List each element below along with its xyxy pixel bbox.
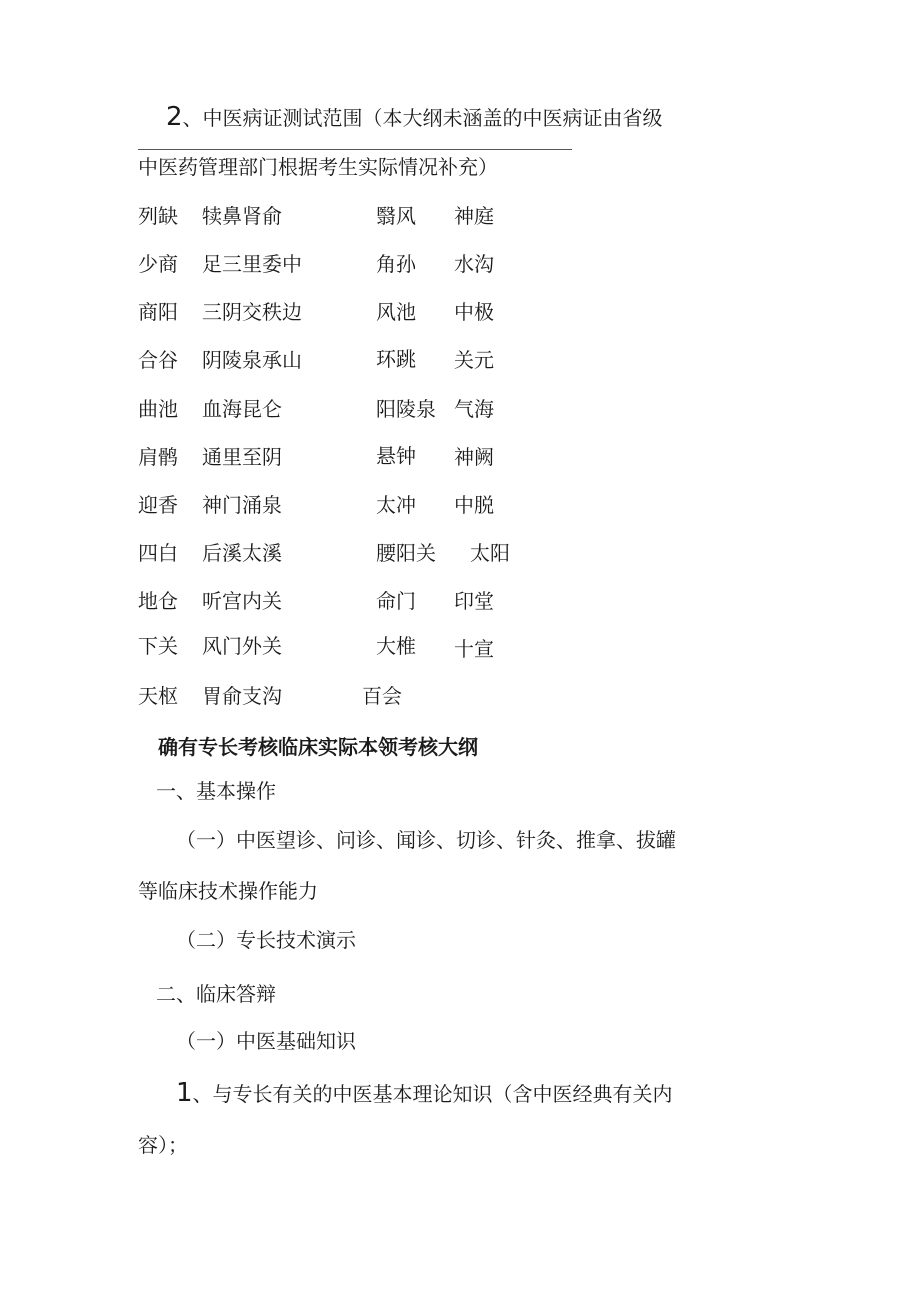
acupoint: 环跳 [376, 347, 416, 371]
acupoint: 风池 [376, 300, 416, 324]
acupoint: 中脱 [454, 493, 494, 517]
acupoint: 阳陵泉 [376, 397, 436, 421]
section-basic-operation: 一、基本操作 [156, 779, 276, 803]
acupoint: 地仓 [138, 589, 178, 613]
acupoint: 命门 [376, 589, 416, 613]
acupoint: 听宫内关 [202, 589, 282, 613]
acupoint: 血海昆仑 [202, 397, 282, 421]
item-clinical-skills: （一）中医望诊、问诊、闻诊、切诊、针灸、推拿、拔罐 [176, 828, 676, 852]
acupoint: 阴陵泉承山 [202, 348, 302, 372]
acupoint: 角孙 [376, 252, 416, 276]
acupoint: 气海 [454, 397, 494, 421]
acupoint: 肩鹘 [138, 445, 178, 469]
acupoint: 合谷 [138, 348, 178, 372]
acupoint: 天枢 [138, 684, 178, 708]
subitem-1-continuation: 容）； [138, 1133, 188, 1157]
acupoint: 水沟 [454, 252, 494, 276]
acupoint: 印堂 [454, 589, 494, 613]
subitem-1-number: 1 [176, 1078, 193, 1108]
acupoint: 大椎 [376, 634, 416, 658]
heading-2-number: 2 [166, 102, 183, 132]
acupoint: 中极 [454, 300, 494, 324]
heading-2-text: 、中医病证测试范围（本大纲未涵盖的中医病证由省级 [182, 106, 663, 130]
acupoint: 后溪太溪 [202, 541, 282, 565]
acupoint: 曲池 [138, 397, 178, 421]
heading-2-continuation: 中医药管理部门根据考生实际情况补充） [138, 155, 498, 179]
subitem-1 [176, 1079, 673, 1108]
heading-2 [166, 103, 663, 132]
acupoint: 少商 [138, 252, 178, 276]
acupoint: 腰阳关 [376, 541, 436, 565]
acupoint: 下关 [138, 634, 178, 658]
acupoint: 悬钟 [376, 444, 416, 468]
acupoint: 列缺 [138, 204, 178, 228]
acupoint: 关元 [454, 348, 494, 372]
item-tcm-basics: （一）中医基础知识 [176, 1029, 356, 1053]
acupoint: 翳风 [376, 204, 416, 228]
acupoint: 百会 [362, 684, 402, 708]
item-specialty-demo: （二）专长技术演示 [176, 928, 356, 952]
section-clinical-defense: 二、临床答辩 [156, 982, 276, 1006]
acupoint: 迎香 [138, 493, 178, 517]
acupoint: 胃俞支沟 [202, 684, 282, 708]
acupoint: 太冲 [376, 493, 416, 517]
acupoint: 风门外关 [202, 634, 282, 658]
acupoint: 神阙 [454, 445, 494, 469]
acupoint: 四白 [138, 541, 178, 565]
acupoint: 太阳 [470, 541, 510, 565]
item-clinical-skills-continuation: 等临床技术操作能力 [138, 879, 318, 903]
acupoint: 犊鼻肾俞 [202, 204, 282, 228]
acupoint: 三阴交秩边 [202, 300, 302, 324]
outline-title: 确有专长考核临床实际本领考核大纲 [158, 735, 478, 759]
acupoint: 通里至阴 [202, 445, 282, 469]
subitem-1-text: 、与专长有关的中医基本理论知识（含中医经典有关内 [192, 1082, 673, 1106]
underline-rule [138, 149, 572, 150]
acupoint: 商阳 [138, 300, 178, 324]
acupoint: 神门涌泉 [202, 493, 282, 517]
acupoint: 十宣 [454, 637, 494, 661]
acupoint: 足三里委中 [202, 252, 302, 276]
acupoint: 神庭 [454, 204, 494, 228]
